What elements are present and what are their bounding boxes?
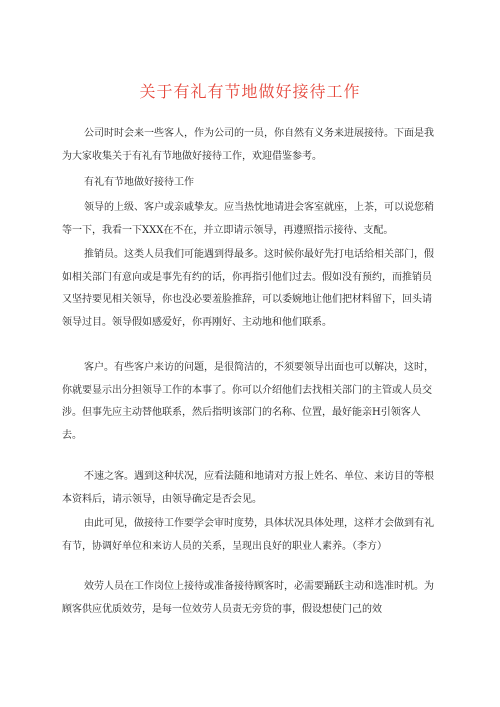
paragraph-uninvited-guests: 不速之客。遇到这种状况，应看法随和地请对方报上姓名、单位、来访目的等根本资料后，请示领导，由领导确定是否会见。 [62, 471, 434, 505]
paragraph-leaders: 领导的上级、客户或亲戚挚友。应当热忱地请进会客室就座，上茶，可以说您稍等一下，我看一下XXX在不在，并立即请示领导，再遵照指示接待、支配。 [62, 202, 434, 236]
paragraph-conclusion: 由此可见，做接待工作要学会审时度势，具体状况具体处理，这样才会做到有礼有节，协调好单位和来访人员的关系，呈现出良好的职业人素养。（李方） [62, 518, 434, 552]
intro-paragraph: 公司时时会来一些客人，作为公司的一员，你自然有义务来进展接待。下面是我为大家收集关于有礼有节地做好接待工作，欢迎借鉴参考。 [62, 128, 434, 162]
paragraph-salespeople: 推销员。这类人员我们可能遇到得最多。这时候你最好先打电话给相关部门，假如相关部门有意向或是事先有约的话，你再指引他们过去。假如没有预约，而推销员又坚持要见相关领导，你也没必要羞脸推辞，可以委婉地让他们把材料留下，回头请领导过目。领导假如感爱好，你再刚好、主动地和他们联系。 [62, 249, 434, 328]
document-title: 关于有礼有节地做好接待工作 [139, 82, 361, 101]
paragraph-customers: 客户。有些客户来访的问题，是很简洁的，不须要领导出面也可以解决，这时，你就要显示出分担领导工作的本事了。你可以介绍他们去找相关部门的主管或人员交涉。但事先应主动替他联系，然后指明该部门的名称、位置，最好能亲H引领客人去。 [62, 362, 434, 441]
section-heading: 有礼有节地做好接待工作 [84, 177, 194, 188]
paragraph-service-staff: 效劳人员在工作岗位上接待或准备接待顾客时，必需要踊跃主动和选准时机。为顾客供应优质效劳，是每一位效劳人员责无旁贷的事，假设想使门己的效 [62, 581, 434, 615]
